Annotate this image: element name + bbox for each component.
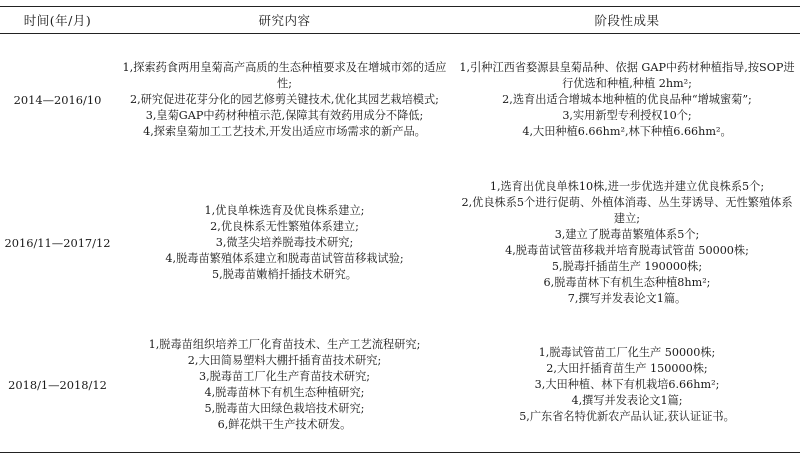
content-item: 4,脱毒苗林下有机生态种植研究;	[204, 386, 365, 400]
content-item: 2,优良株系无性繁殖体系建立;	[210, 219, 359, 233]
result-item: 6,脱毒苗林下有机生态种植8hm²;	[543, 275, 711, 289]
result-item: 1,引种江西省婺源县皇菊品种、依据 GAP中药材种植指导,按SOP进行优选和种植,种植 2hm²;	[459, 61, 795, 91]
content-item: 4,探索皇菊加工工艺技术,开发出适应市场需求的新产品。	[143, 125, 426, 139]
content-item: 1,探索药食两用皇菊高产高质的生态种植要求及在增城市郊的适应性;	[122, 61, 447, 91]
content-item: 3,微茎尖培养脱毒技术研究;	[215, 235, 354, 249]
content-item: 1,优良单株选育及优良株系建立;	[204, 203, 365, 217]
row-results	[454, 319, 800, 453]
content-item: 6,鲜花烘干生产技术研发。	[217, 418, 352, 432]
table-row	[0, 34, 800, 167]
content-item: 2,研究促进花芽分化的园艺修剪关键技术,优化其园艺栽培模式;	[130, 93, 439, 107]
row-content	[115, 167, 454, 319]
row-time: 2018/1—2018/12	[0, 319, 115, 453]
result-item: 3,实用新型专利授权10个;	[562, 109, 692, 123]
result-item: 4,脱毒苗试管苗移栽并培育脱毒试管苗 50000株;	[505, 243, 749, 257]
row-content	[115, 319, 454, 453]
table-row	[0, 167, 800, 319]
result-item: 1,脱毒试管苗工厂化生产 50000株;	[538, 346, 716, 360]
row-time: 2014—2016/10	[13, 93, 102, 108]
header-time: 时间(年/月)	[0, 7, 115, 34]
result-item: 4,撰写并发表论文1篇;	[571, 394, 683, 408]
table-row	[0, 319, 800, 453]
row-content	[115, 34, 454, 167]
content-item: 3,脱毒苗工厂化生产育苗技术研究;	[198, 370, 371, 384]
result-item: 7,撰写并发表论文1篇。	[567, 291, 687, 305]
result-item: 1,选育出优良单株10株,进一步优选并建立优良株系5个;	[489, 179, 765, 193]
result-item: 2,选育出适合增城本地种植的优良品种“增城蜜菊”;	[502, 93, 752, 107]
research-table-container	[0, 6, 800, 453]
result-item: 3,大田种植、林下有机栽培6.66hm²;	[534, 378, 720, 392]
result-item: 2,优良株系5个进行促萌、外植体消毒、丛生芽诱导、无性繁殖体系建立;	[461, 195, 793, 225]
result-item: 5,脱毒扦插苗生产 190000株;	[551, 259, 703, 273]
header-stage-results: 阶段性成果	[454, 7, 800, 34]
research-stage-table	[0, 6, 800, 453]
result-item: 5,广东省名特优新农产品认证,获认证证书。	[519, 410, 735, 424]
row-results	[454, 34, 800, 167]
result-item: 4,大田种植6.66hm²,林下种植6.66hm²。	[522, 125, 732, 139]
result-item: 3,建立了脱毒苗繁殖体系5个;	[554, 227, 700, 241]
row-time: 2016/11—2017/12	[4, 235, 111, 250]
content-item: 2,大田简易塑料大棚扦插育苗技术研究;	[187, 354, 382, 368]
content-item: 1,脱毒苗组织培养工厂化育苗技术、生产工艺流程研究;	[148, 338, 421, 352]
header-research-content: 研究内容	[115, 7, 454, 34]
content-item: 5,脱毒苗大田绿色栽培技术研究;	[204, 402, 365, 416]
content-item: 4,脱毒苗繁殖体系建立和脱毒苗试管苗移栽试验;	[165, 251, 404, 265]
content-item: 3,皇菊GAP中药材种植示范,保障其有效药用成分不降低;	[145, 109, 424, 123]
table-header-row	[0, 7, 800, 34]
row-results	[454, 167, 800, 319]
result-item: 2,大田扦插育苗生产 150000株;	[546, 362, 708, 376]
content-item: 5,脱毒苗嫩梢扦插技术研究。	[212, 267, 357, 281]
